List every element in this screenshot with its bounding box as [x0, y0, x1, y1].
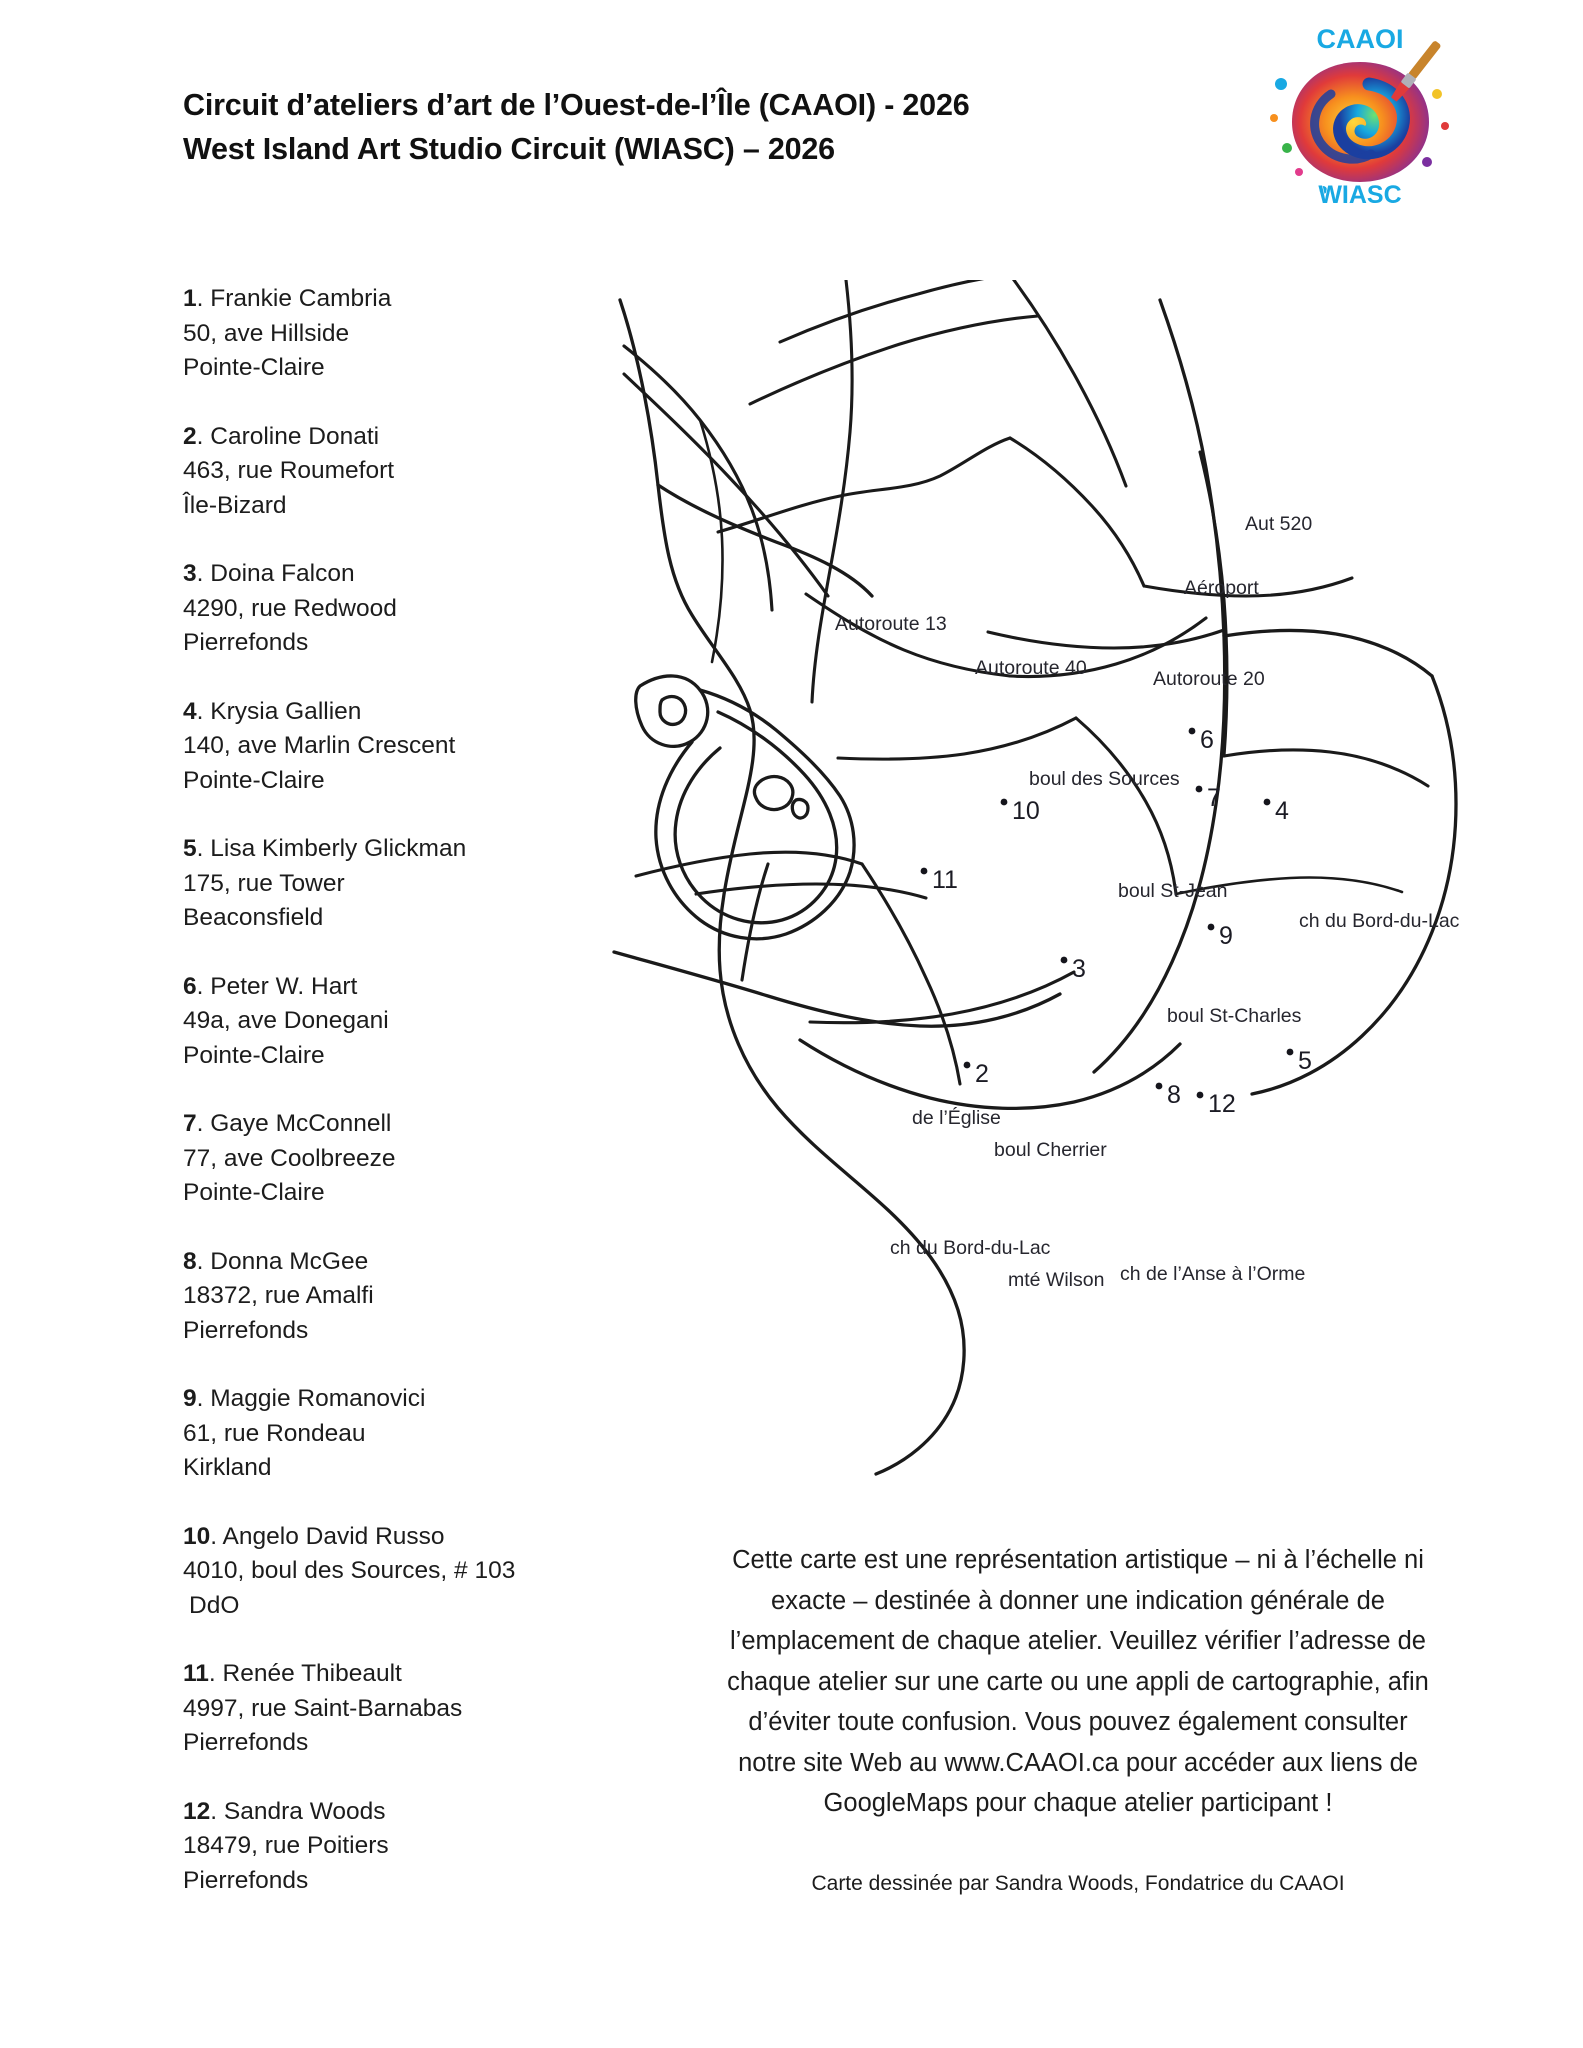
artist-number: 5 [183, 835, 197, 862]
title-block [183, 83, 1083, 171]
artist-name: 1. Frankie Cambria [183, 285, 392, 312]
artist-name: 3. Doina Falcon [183, 560, 355, 587]
map-marker-dot [1287, 1049, 1294, 1056]
artist-number: 6 [183, 972, 197, 1000]
logo-text-wiasc: WIASC [1318, 181, 1402, 209]
artist-name: 6. Peter W. Hart [183, 972, 358, 1000]
artist-city: Pierrefonds [183, 1729, 309, 1756]
map-marker-label: 5 [1298, 1047, 1312, 1075]
artist-address: 4010, boul des Sources, # 103 [183, 1557, 516, 1584]
map-marker-label: 10 [1012, 797, 1040, 825]
map-marker-10 [1001, 797, 1040, 825]
disclaimer-line: d’éviter toute confusion. Vous pouvez également consulter [748, 1708, 1408, 1736]
map-label-mte-wilson: mté Wilson [1008, 1269, 1105, 1291]
map-marker-label: 8 [1167, 1081, 1181, 1109]
artist-number: 8 [183, 1247, 197, 1275]
map-marker-dot [1208, 924, 1215, 931]
artist-address: 49a, ave Donegani [183, 1007, 389, 1034]
map-marker-9 [1208, 922, 1233, 950]
map-marker-dot [964, 1062, 971, 1069]
map-label-group [835, 513, 1460, 1291]
artist-entry [183, 1245, 603, 1349]
artist-number: 1 [183, 285, 197, 312]
artist-number: 7 [183, 1110, 197, 1137]
artist-city: Pierrefonds [183, 629, 309, 656]
map-marker-label: 12 [1208, 1090, 1236, 1118]
artist-name: 11. Renée Thibeault [183, 1660, 402, 1687]
map-marker-dot [921, 868, 928, 875]
disclaimer-line: GoogleMaps pour chaque atelier participant ! [823, 1789, 1333, 1817]
artist-name: 10. Angelo David Russo [183, 1522, 445, 1550]
artist-entry [183, 1520, 603, 1624]
artist-number: 2 [183, 422, 197, 450]
artist-address: 4997, rue Saint-Barnabas [183, 1694, 463, 1722]
map-marker-dot [1189, 728, 1196, 735]
map-label-autoroute-13: Autoroute 13 [835, 613, 947, 635]
disclaimer-line: Cette carte est une représentation artistique – ni à l’échelle ni [732, 1546, 1424, 1574]
map-marker-dot [1264, 799, 1271, 806]
map-marker-12 [1197, 1090, 1236, 1118]
artist-city: Pointe-Claire [183, 354, 325, 381]
map-marker-label: 4 [1275, 797, 1289, 825]
map-label-aut-520: Aut 520 [1245, 513, 1313, 535]
artist-city: Pointe-Claire [183, 1179, 325, 1206]
map-marker-dot [1061, 957, 1068, 964]
artist-number: 11 [183, 1660, 209, 1687]
disclaimer-line: chaque atelier sur une carte ou une appli de cartographie, afin [727, 1667, 1429, 1696]
map-marker-8 [1156, 1081, 1181, 1109]
map-marker-label: 11 [932, 866, 958, 894]
map-marker-7 [1196, 784, 1221, 812]
artist-address: 77, ave Coolbreeze [183, 1144, 396, 1172]
artist-entry [183, 557, 603, 661]
artist-number: 12 [183, 1797, 211, 1825]
artist-address: 18479, rue Poitiers [183, 1832, 389, 1859]
artist-address: 61, rue Rondeau [183, 1419, 366, 1447]
map-disclaimer [578, 1540, 1578, 1824]
map-marker-5 [1287, 1047, 1312, 1075]
artist-name: 7. Gaye McConnell [183, 1110, 392, 1137]
map-marker-11 [921, 866, 958, 894]
artist-number: 10 [183, 1522, 211, 1550]
artist-entry [183, 1107, 603, 1211]
artist-list [183, 282, 603, 1932]
artist-address: 18372, rue Amalfi [183, 1282, 374, 1309]
page-title-en: West Island Art Studio Circuit (WIASC) – 2026 [183, 132, 835, 166]
map-label-ch-anse-orme: ch de l’Anse à l’Orme [1120, 1263, 1306, 1285]
map-label-autoroute-40: Autoroute 40 [975, 657, 1087, 679]
map-label-boul-des-sources: boul des Sources [1029, 768, 1180, 790]
artist-number: 4 [183, 697, 197, 725]
artist-address: 463, rue Roumefort [183, 457, 395, 484]
map-marker-6 [1189, 726, 1214, 754]
artist-name: 9. Maggie Romanovici [183, 1385, 426, 1412]
map-label-aeroport: Aéroport [1184, 577, 1259, 599]
page-title-fr: Circuit d’ateliers d’art de l’Ouest-de-l’Île (CAAOI) - 2026 [183, 88, 970, 122]
map-marker-dot [1001, 799, 1008, 806]
map-label-boul-cherrier: boul Cherrier [994, 1139, 1107, 1161]
map-marker-label: 6 [1200, 726, 1214, 754]
map-marker-dot [1156, 1083, 1163, 1090]
map-panel [600, 280, 1550, 1530]
disclaimer-line: exacte – destinée à donner une indication générale de [771, 1586, 1385, 1615]
map-credit: Carte dessinée par Sandra Woods, Fondatrice du CAAOI [811, 1872, 1345, 1895]
artist-entry [183, 1382, 603, 1486]
artist-entry [183, 832, 603, 936]
artist-address: 4290, rue Redwood [183, 594, 397, 622]
artist-entry [183, 1795, 603, 1899]
logo-text-caaoi: CAAOI [1316, 24, 1404, 54]
artist-name: 8. Donna McGee [183, 1247, 369, 1275]
artist-entry [183, 282, 603, 386]
artist-city: Pierrefonds [183, 1866, 309, 1894]
artist-city: Kirkland [183, 1454, 272, 1481]
artist-number: 9 [183, 1385, 197, 1412]
artist-city: Pierrefonds [183, 1316, 309, 1344]
map-label-autoroute-20: Autoroute 20 [1153, 668, 1265, 690]
artist-entry [183, 1657, 603, 1761]
map-marker-label: 2 [975, 1060, 989, 1088]
artist-city: Pointe-Claire [183, 1041, 325, 1069]
map-label-de-leglise: de l’Église [912, 1107, 1001, 1129]
map-marker-label: 3 [1072, 955, 1086, 983]
map-marker-label: 7 [1207, 784, 1221, 812]
artist-city: Beaconsfield [183, 904, 324, 931]
artist-entry [183, 695, 603, 799]
disclaimer-line: notre site Web au www.CAAOI.ca pour accéder aux liens de [738, 1748, 1418, 1777]
map-marker-label: 9 [1219, 922, 1233, 950]
map-label-ch-bord-du-lac-e: ch du Bord-du-Lac [1299, 910, 1460, 932]
artist-city: Île-Bizard [183, 491, 287, 519]
map-marker-2 [964, 1060, 989, 1088]
caaoi-wiasc-logo [1265, 22, 1455, 212]
artist-entry [183, 420, 603, 524]
artist-city: Pointe-Claire [183, 766, 325, 794]
artist-name: 5. Lisa Kimberly Glickman [183, 835, 467, 862]
artist-name: 12. Sandra Woods [183, 1797, 386, 1825]
map-label-boul-st-charles: boul St-Charles [1167, 1005, 1302, 1027]
map-marker-4 [1264, 797, 1289, 825]
map-label-ch-bord-du-lac-w: ch du Bord-du-Lac [890, 1237, 1051, 1259]
map-marker-dot [1196, 786, 1203, 793]
artist-address: 175, rue Tower [183, 869, 345, 897]
artist-entry [183, 970, 603, 1074]
artist-address: 50, ave Hillside [183, 319, 350, 347]
artist-name: 2. Caroline Donati [183, 422, 380, 450]
disclaimer-line: l’emplacement de chaque atelier. Veuillez vérifier l’adresse de [730, 1627, 1426, 1655]
artist-city: DdO [189, 1591, 240, 1619]
artist-address: 140, ave Marlin Crescent [183, 732, 456, 759]
artist-number: 3 [183, 560, 197, 587]
map-marker-dot [1197, 1092, 1204, 1099]
map-label-boul-st-jean: boul St-Jean [1118, 880, 1228, 902]
artist-name: 4. Krysia Gallien [183, 697, 362, 725]
page-header [0, 0, 1583, 210]
